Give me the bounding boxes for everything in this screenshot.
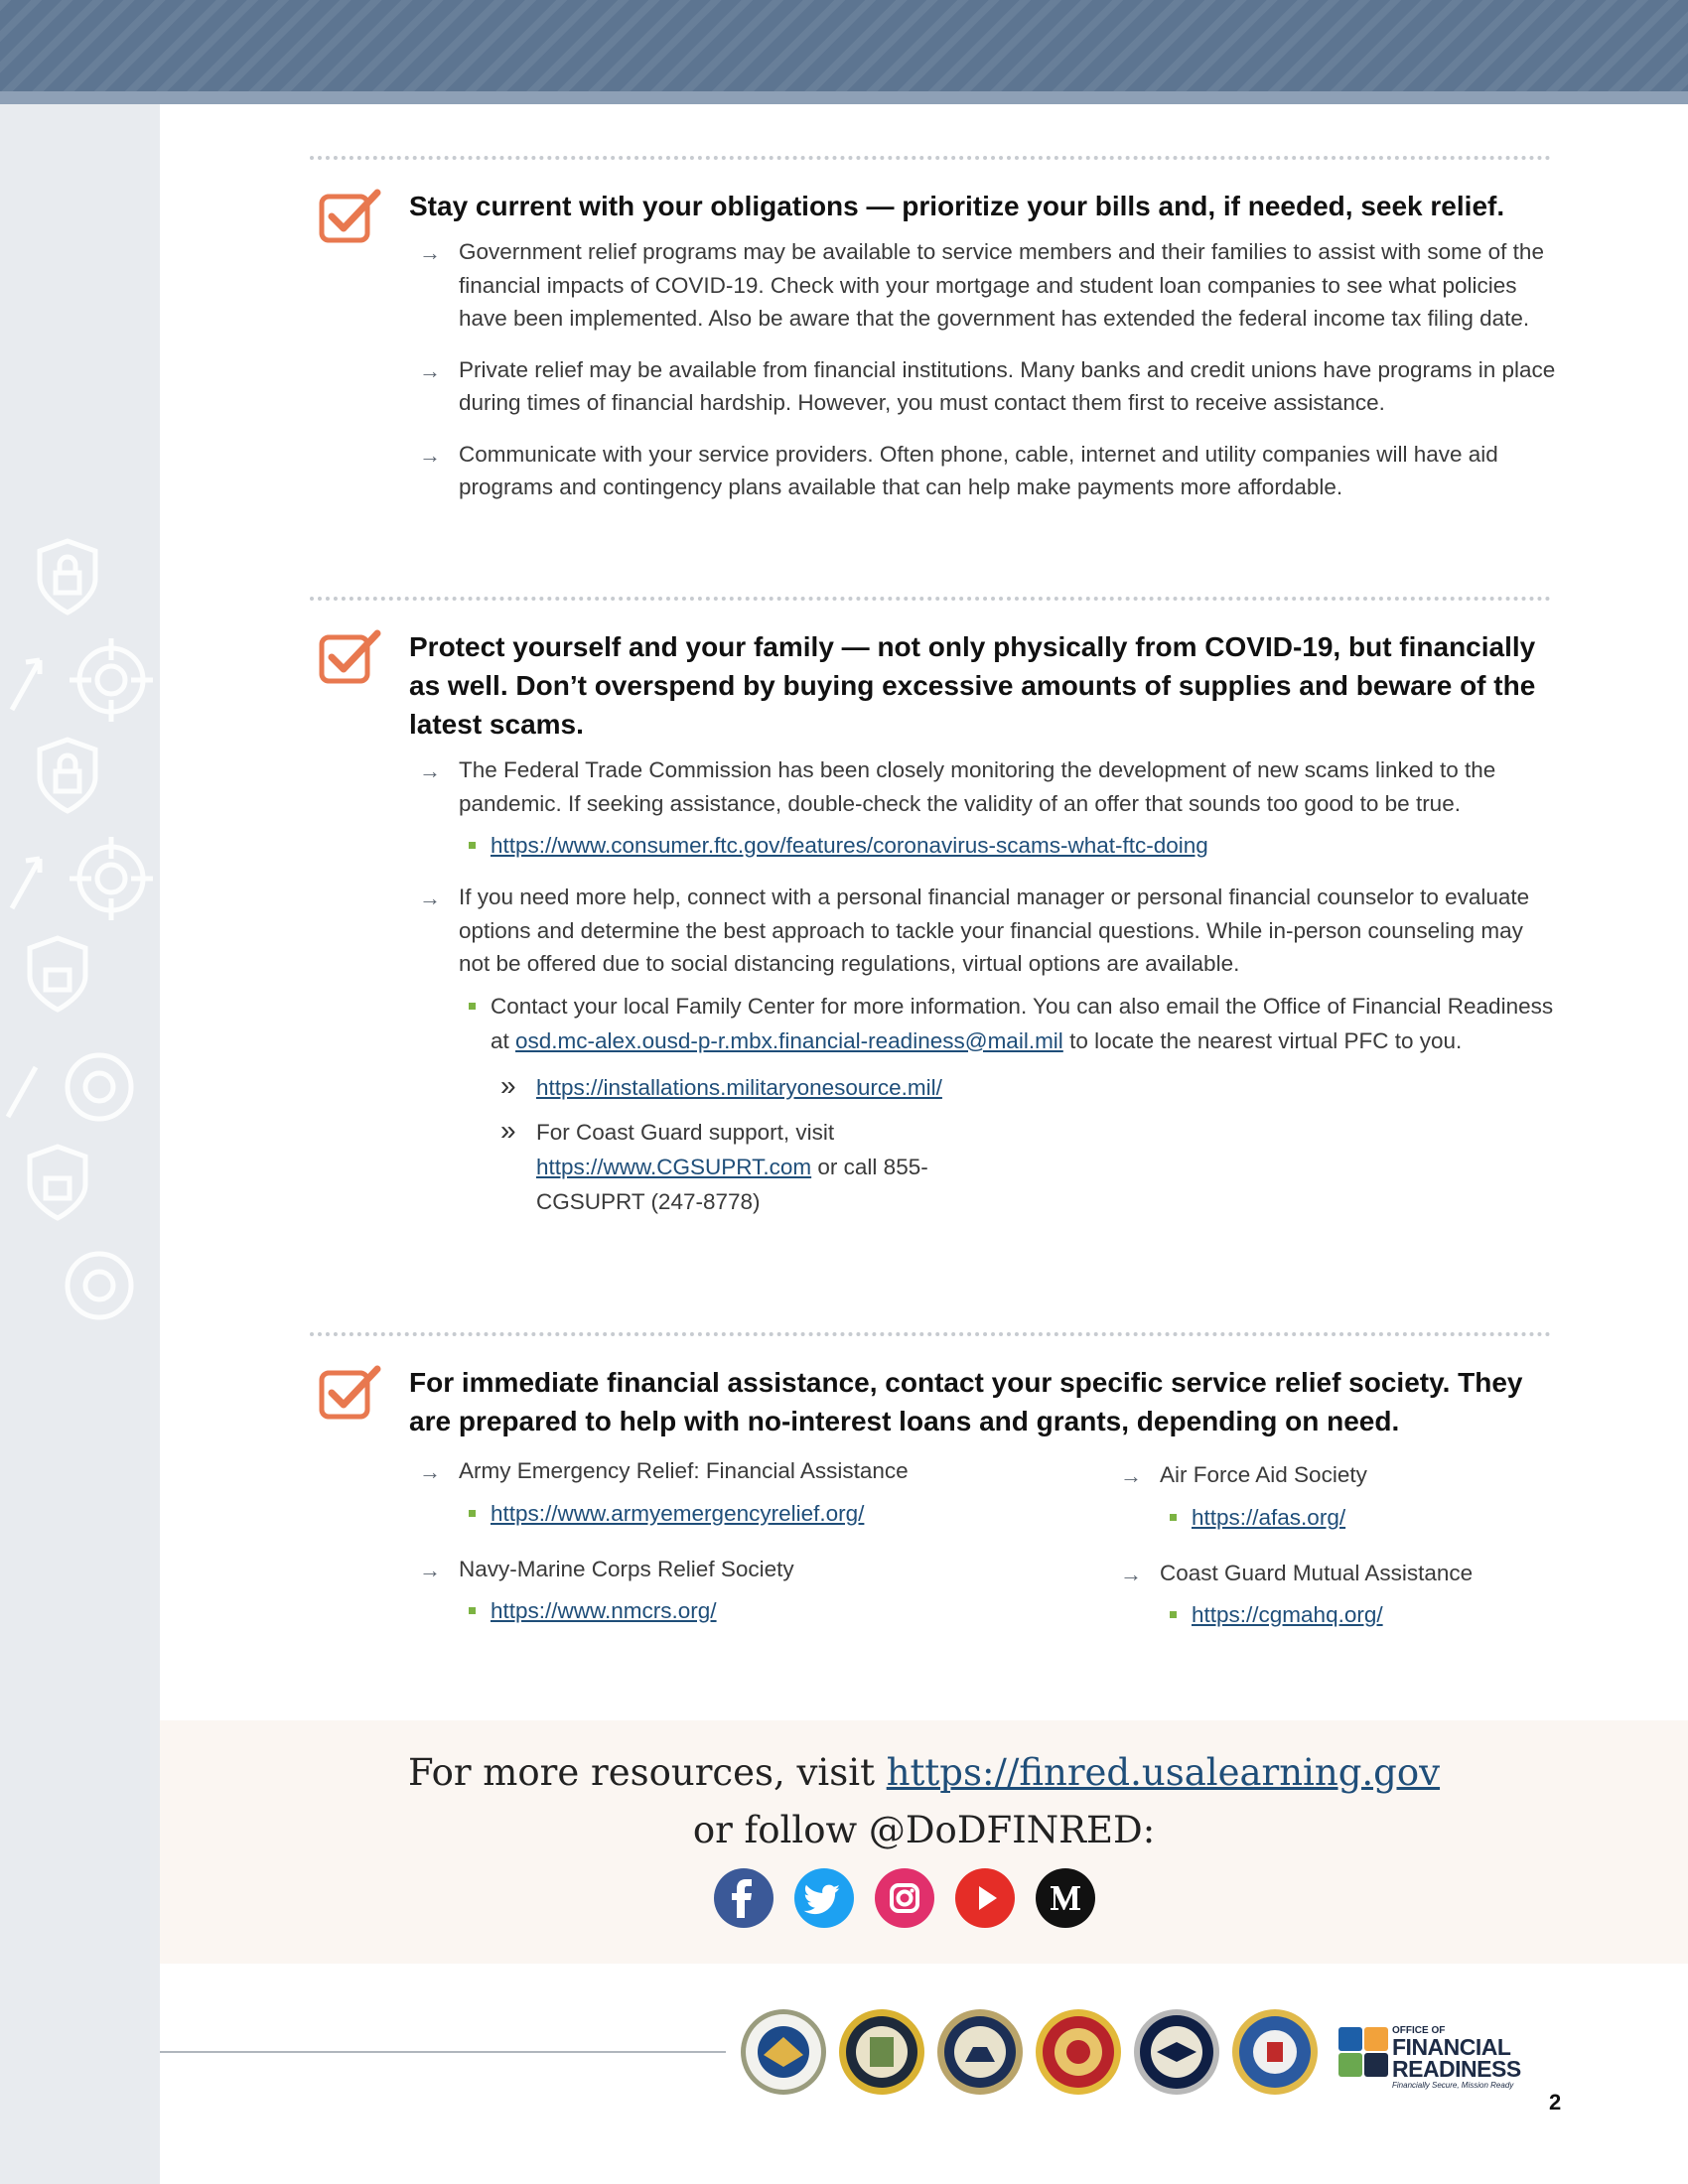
installations-link[interactable]: https://installations.militaryonesource.mil/	[536, 1074, 942, 1100]
youtube-icon[interactable]	[955, 1868, 1015, 1928]
footer-follow-line: or follow @DoDFINRED:	[692, 1809, 1156, 1851]
navy-seal-icon	[935, 2007, 1025, 2097]
list-item: → Coast Guard Mutual Assistance https://cgmahq.org/	[1120, 1557, 1557, 1633]
green-square-bullet	[469, 1003, 476, 1010]
sub-list-item: Contact your local Family Center for more information. You can also email the Office of Financial Readiness at osd.mc-alex.ousd-p-r.mbx.financial-readiness@mail.mil to locate the nearest virtual PFC to you.	[469, 989, 1559, 1058]
checkbox-check-icon	[318, 1363, 383, 1423]
double-chevron-icon: »	[500, 1114, 516, 1146]
green-square-bullet	[469, 1510, 476, 1517]
medium-icon[interactable]	[1036, 1868, 1095, 1928]
nmcrs-link[interactable]: https://www.nmcrs.org/	[491, 1598, 717, 1623]
facebook-icon[interactable]	[714, 1868, 774, 1928]
cgsuprt-link[interactable]: https://www.CGSUPRT.com	[536, 1154, 812, 1179]
ofr-mark-icon	[1336, 2025, 1390, 2091]
ftc-scams-link[interactable]: https://www.consumer.ftc.gov/features/coronavirus-scams-what-ftc-doing	[491, 833, 1208, 858]
arrow-right-icon: →	[419, 1557, 441, 1582]
cgmahq-link[interactable]: https://cgmahq.org/	[1192, 1602, 1383, 1627]
arrow-right-icon: →	[419, 442, 441, 468]
marine-corps-seal-icon	[1034, 2007, 1123, 2097]
sub-list-item	[1170, 1500, 1557, 1535]
list-item: → The Federal Trade Commission has been closely monitoring the development of new scams linked to the pandemic. If seeking assistance, double-check the validity of an offer that sounds too good to be true. https://www.consumer.ftc.gov/features/coronavirus-scams-what-ftc-doing	[419, 753, 1559, 863]
list-item: → Navy-Marine Corps Relief Society https://www.nmcrs.org/	[419, 1553, 1120, 1629]
checkbox-check-icon	[318, 627, 383, 687]
list-item: → Army Emergency Relief: Financial Assistance https://www.armyemergencyrelief.org/	[419, 1454, 1120, 1531]
arrow-right-icon: →	[1120, 1463, 1142, 1488]
society-column-left	[419, 1454, 1120, 1650]
bullet-list	[419, 753, 1559, 1219]
section-title: Protect yourself and your family — not only physically from COVID-19, but financially as well. Don’t overspend by buying excessive amounts of supplies and beware of the latest scams.	[409, 631, 1536, 740]
section-title: For immediate financial assistance, contact your specific service relief society. They are prepared to help with no-interest loans and grants, depending on need.	[409, 1367, 1523, 1436]
double-chevron-icon: »	[500, 1069, 516, 1101]
arrow-right-icon: →	[419, 886, 441, 910]
divider-1	[310, 156, 1551, 160]
sub-list-item	[1170, 1597, 1557, 1632]
twitter-icon[interactable]	[794, 1868, 854, 1928]
finred-email-link[interactable]: osd.mc-alex.ousd-p-r.mbx.financial-readiness@mail.mil	[515, 1027, 1063, 1053]
footer-resources-line: For more resources, visit https://finred.usalearning.gov	[407, 1751, 1441, 1794]
bullet-list	[419, 235, 1559, 504]
list-item: → Government relief programs may be available to service members and their families to assist with some of the financial impacts of COVID-19. Check with your mortgage and student loan companies to see what policies have been implemented. Also be aware that the government has extended the federal income tax filing date.	[419, 235, 1559, 336]
page-number: 2	[1549, 2090, 1562, 2115]
instagram-icon[interactable]	[875, 1868, 934, 1928]
top-banner	[0, 0, 1688, 91]
afas-link[interactable]: https://afas.org/	[1192, 1504, 1346, 1530]
social-icons	[714, 1868, 1095, 1928]
service-seals	[739, 2007, 1320, 2097]
sub-sub-list-item	[500, 1070, 1559, 1105]
army-relief-link[interactable]: https://www.armyemergencyrelief.org/	[491, 1500, 865, 1526]
sub-list-item	[469, 1593, 1120, 1628]
list-item: → Private relief may be available from financial institutions. Many banks and credit unions have programs in place during times of financial hardship. However, you must contact them first to receive assistance.	[419, 353, 1559, 420]
coast-guard-seal-icon	[1230, 2007, 1320, 2097]
army-seal-icon	[837, 2007, 926, 2097]
arrow-right-icon: →	[419, 357, 441, 383]
section-obligations	[318, 187, 1559, 522]
divider-2	[310, 597, 1551, 601]
sub-list-item	[469, 828, 1559, 863]
divider-3	[310, 1332, 1551, 1336]
section-relief-societies	[318, 1363, 1559, 1650]
green-square-bullet	[1170, 1514, 1177, 1521]
arrow-right-icon: →	[419, 240, 441, 265]
sub-sub-list-item: » For Coast Guard support, visit https://www.CGSUPRT.com or call 855-CGSUPRT (247-8778)	[500, 1114, 928, 1214]
dod-seal-icon	[739, 2007, 828, 2097]
finred-website-link[interactable]: https://finred.usalearning.gov	[886, 1751, 1441, 1794]
green-square-bullet	[469, 842, 476, 849]
arrow-right-icon: →	[419, 1459, 441, 1484]
society-columns	[419, 1454, 1559, 1650]
top-banner-edge	[0, 91, 1688, 104]
air-force-seal-icon	[1132, 2007, 1221, 2097]
arrow-right-icon: →	[419, 758, 441, 783]
list-item: → Air Force Aid Society https://afas.org/	[1120, 1458, 1557, 1535]
arrow-right-icon: →	[1120, 1561, 1142, 1586]
section-title: Stay current with your obligations — prioritize your bills and, if needed, seek relief.	[409, 191, 1505, 221]
list-item: → If you need more help, connect with a personal financial manager or personal financial counselor to evaluate options and determine the best approach to tackle your financial questions. While in-person counseling may not be offered due to social distancing regulations, virtual options are available. Contact your local Family Center for more information. You can also email the Office of Financial Readiness at osd.mc-alex.ousd-p-r.mbx.financial-readiness@mail.mil to locate the nearest virtual PFC to you.	[419, 881, 1559, 1058]
checkbox-check-icon	[318, 187, 383, 246]
rail-watermark-icons	[0, 521, 160, 1335]
office-of-financial-readiness-logo	[1336, 2025, 1535, 2095]
left-rail	[0, 104, 160, 2184]
society-column-right	[1120, 1458, 1557, 1650]
sub-list-item	[469, 1496, 1120, 1531]
footer-rule	[160, 2051, 726, 2053]
list-item: → Communicate with your service providers. Often phone, cable, internet and utility companies will have aid programs and contingency plans available that can help make payments more affordable.	[419, 438, 1559, 504]
green-square-bullet	[469, 1607, 476, 1614]
section-protect	[318, 627, 1559, 1219]
green-square-bullet	[1170, 1611, 1177, 1618]
ofr-wordmark: OFFICE OF FINANCIAL READINESS Financially Secure, Mission Ready	[1392, 2025, 1521, 2090]
